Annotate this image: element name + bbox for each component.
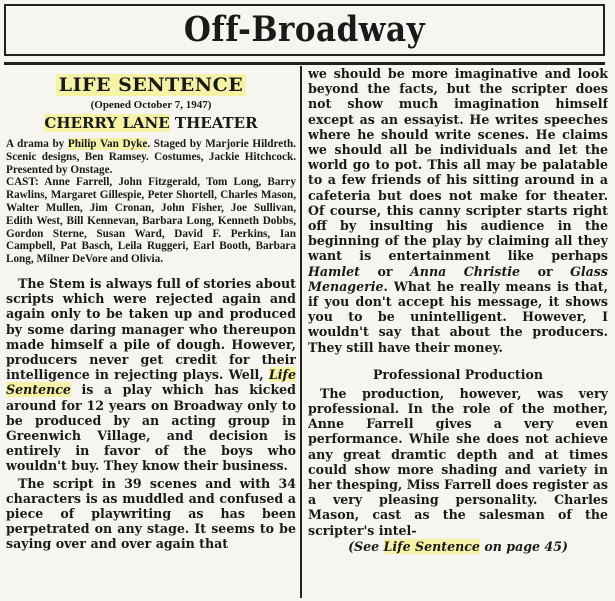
section-banner (4, 4, 605, 56)
subhead: Professional Production (372, 366, 544, 382)
credits-block (6, 138, 296, 266)
paragraph-3 (308, 66, 608, 355)
para3-start: we should be more imaginative and look beyond the facts, but the scripter does not show much imagination himself except as an essayist. He writes speeches where he should write scenes. He claims we should all be individuals and let the world go to pot. This all may be palatable to a few friends of his sitting around in a cafeteria but does not make for theater. Of course, this canny scripter starts right off by insulting his audience in the beginning of the play by claiming all they want is entertainment like perhaps (308, 66, 608, 264)
credits-rest: . Staged by Marjorie Hildreth. Scenic designs, Ben Ramsey. Costumes, Jackie Hitchcock. Presented by Onstage. (6, 138, 296, 176)
opening-date: (Opened October 7, 1947) (90, 99, 212, 111)
work-anna-christie: Anna Christie (410, 263, 521, 279)
paragraph-2: The script in 39 scenes and with 34 characters is as muddled and confused a piece of playwriting as has been perpetrated on any stage. It seems to be saying over and over again that (6, 475, 296, 552)
para1-end: is a play which has kicked around for 12 years on Broadway only to be produced by an acting group in Greenwich Village, and decision is entirely in favor of the boys who wouldn't buy. They know their business. (6, 382, 296, 474)
para3-end: . What he really means is that, if you don't accept his message, it shows you to be unintelligent. However, I wouldn't say that about the producers. They still have their money. (308, 278, 608, 355)
section-title: Off-Broadway (183, 9, 426, 51)
para1-title: Life Sentence (6, 367, 296, 398)
review-body-left (6, 276, 296, 552)
para3-or-1: or (360, 263, 411, 279)
review-body-right (308, 66, 608, 355)
playwright-name: Philip Van Dyke (67, 138, 148, 150)
theater-suffix: THEATER (174, 114, 258, 132)
column-divider (300, 66, 302, 598)
see-title: Life Sentence (383, 538, 480, 554)
work-glass-menagerie: Glass Menagerie (308, 263, 608, 294)
paragraph-4: The production, however, was very professional. In the role of the mother, Anne Farrell gives a very even performance. While she does not achieve any great dramtic depth and at times could show more shading and variety in her thesping, Miss Farrell does register as a very pleasing personality. Charles Mason, cast as the salesman of the scripter's intel- (308, 385, 608, 538)
credits-prefix: A drama by (6, 138, 68, 150)
work-hamlet: Hamlet (308, 263, 360, 279)
credits-line (6, 138, 296, 176)
left-column (6, 66, 296, 598)
para3-or-2: or (520, 263, 571, 279)
theater-highlight: CHERRY LANE (44, 114, 170, 132)
paragraph-1 (6, 276, 296, 474)
top-rule (4, 62, 605, 65)
see-prefix: (See (348, 538, 384, 554)
para1-start: The Stem is always full of stories about scripts which were rejected again and again only to be taken up and produced by some daring manager who thereupon made himself a pile of dough. However, producers never get credit for their intelligence in rejecting plays. Well, (6, 275, 296, 383)
play-title-text: LIFE SENTENCE (56, 74, 247, 96)
play-title (6, 74, 296, 96)
right-column (308, 66, 608, 598)
cast-list: CAST: Anne Farrell, John Fitzgerald, Tom Long, Barry Rawlins, Margaret Gillespie, Peter Shortell, Charles Mason, Walter Mullen, Jim Cronan, John Fisher, Joe Sullivan, Edith West, Bill Kennevan, Barbara Long, Kenneth Dobbs, Gordon Sterne, Susan Ward, David F. Perkins, Ian Campbell, Pat Basch, Leila Ruggeri, Earl Booth, Barbara Long, Milner DeVore and Olivia. (6, 176, 296, 266)
see-suffix: on page 45) (479, 538, 568, 554)
theater-name (6, 114, 296, 132)
continuation-note (308, 539, 608, 554)
review-body-right-2 (308, 386, 608, 538)
